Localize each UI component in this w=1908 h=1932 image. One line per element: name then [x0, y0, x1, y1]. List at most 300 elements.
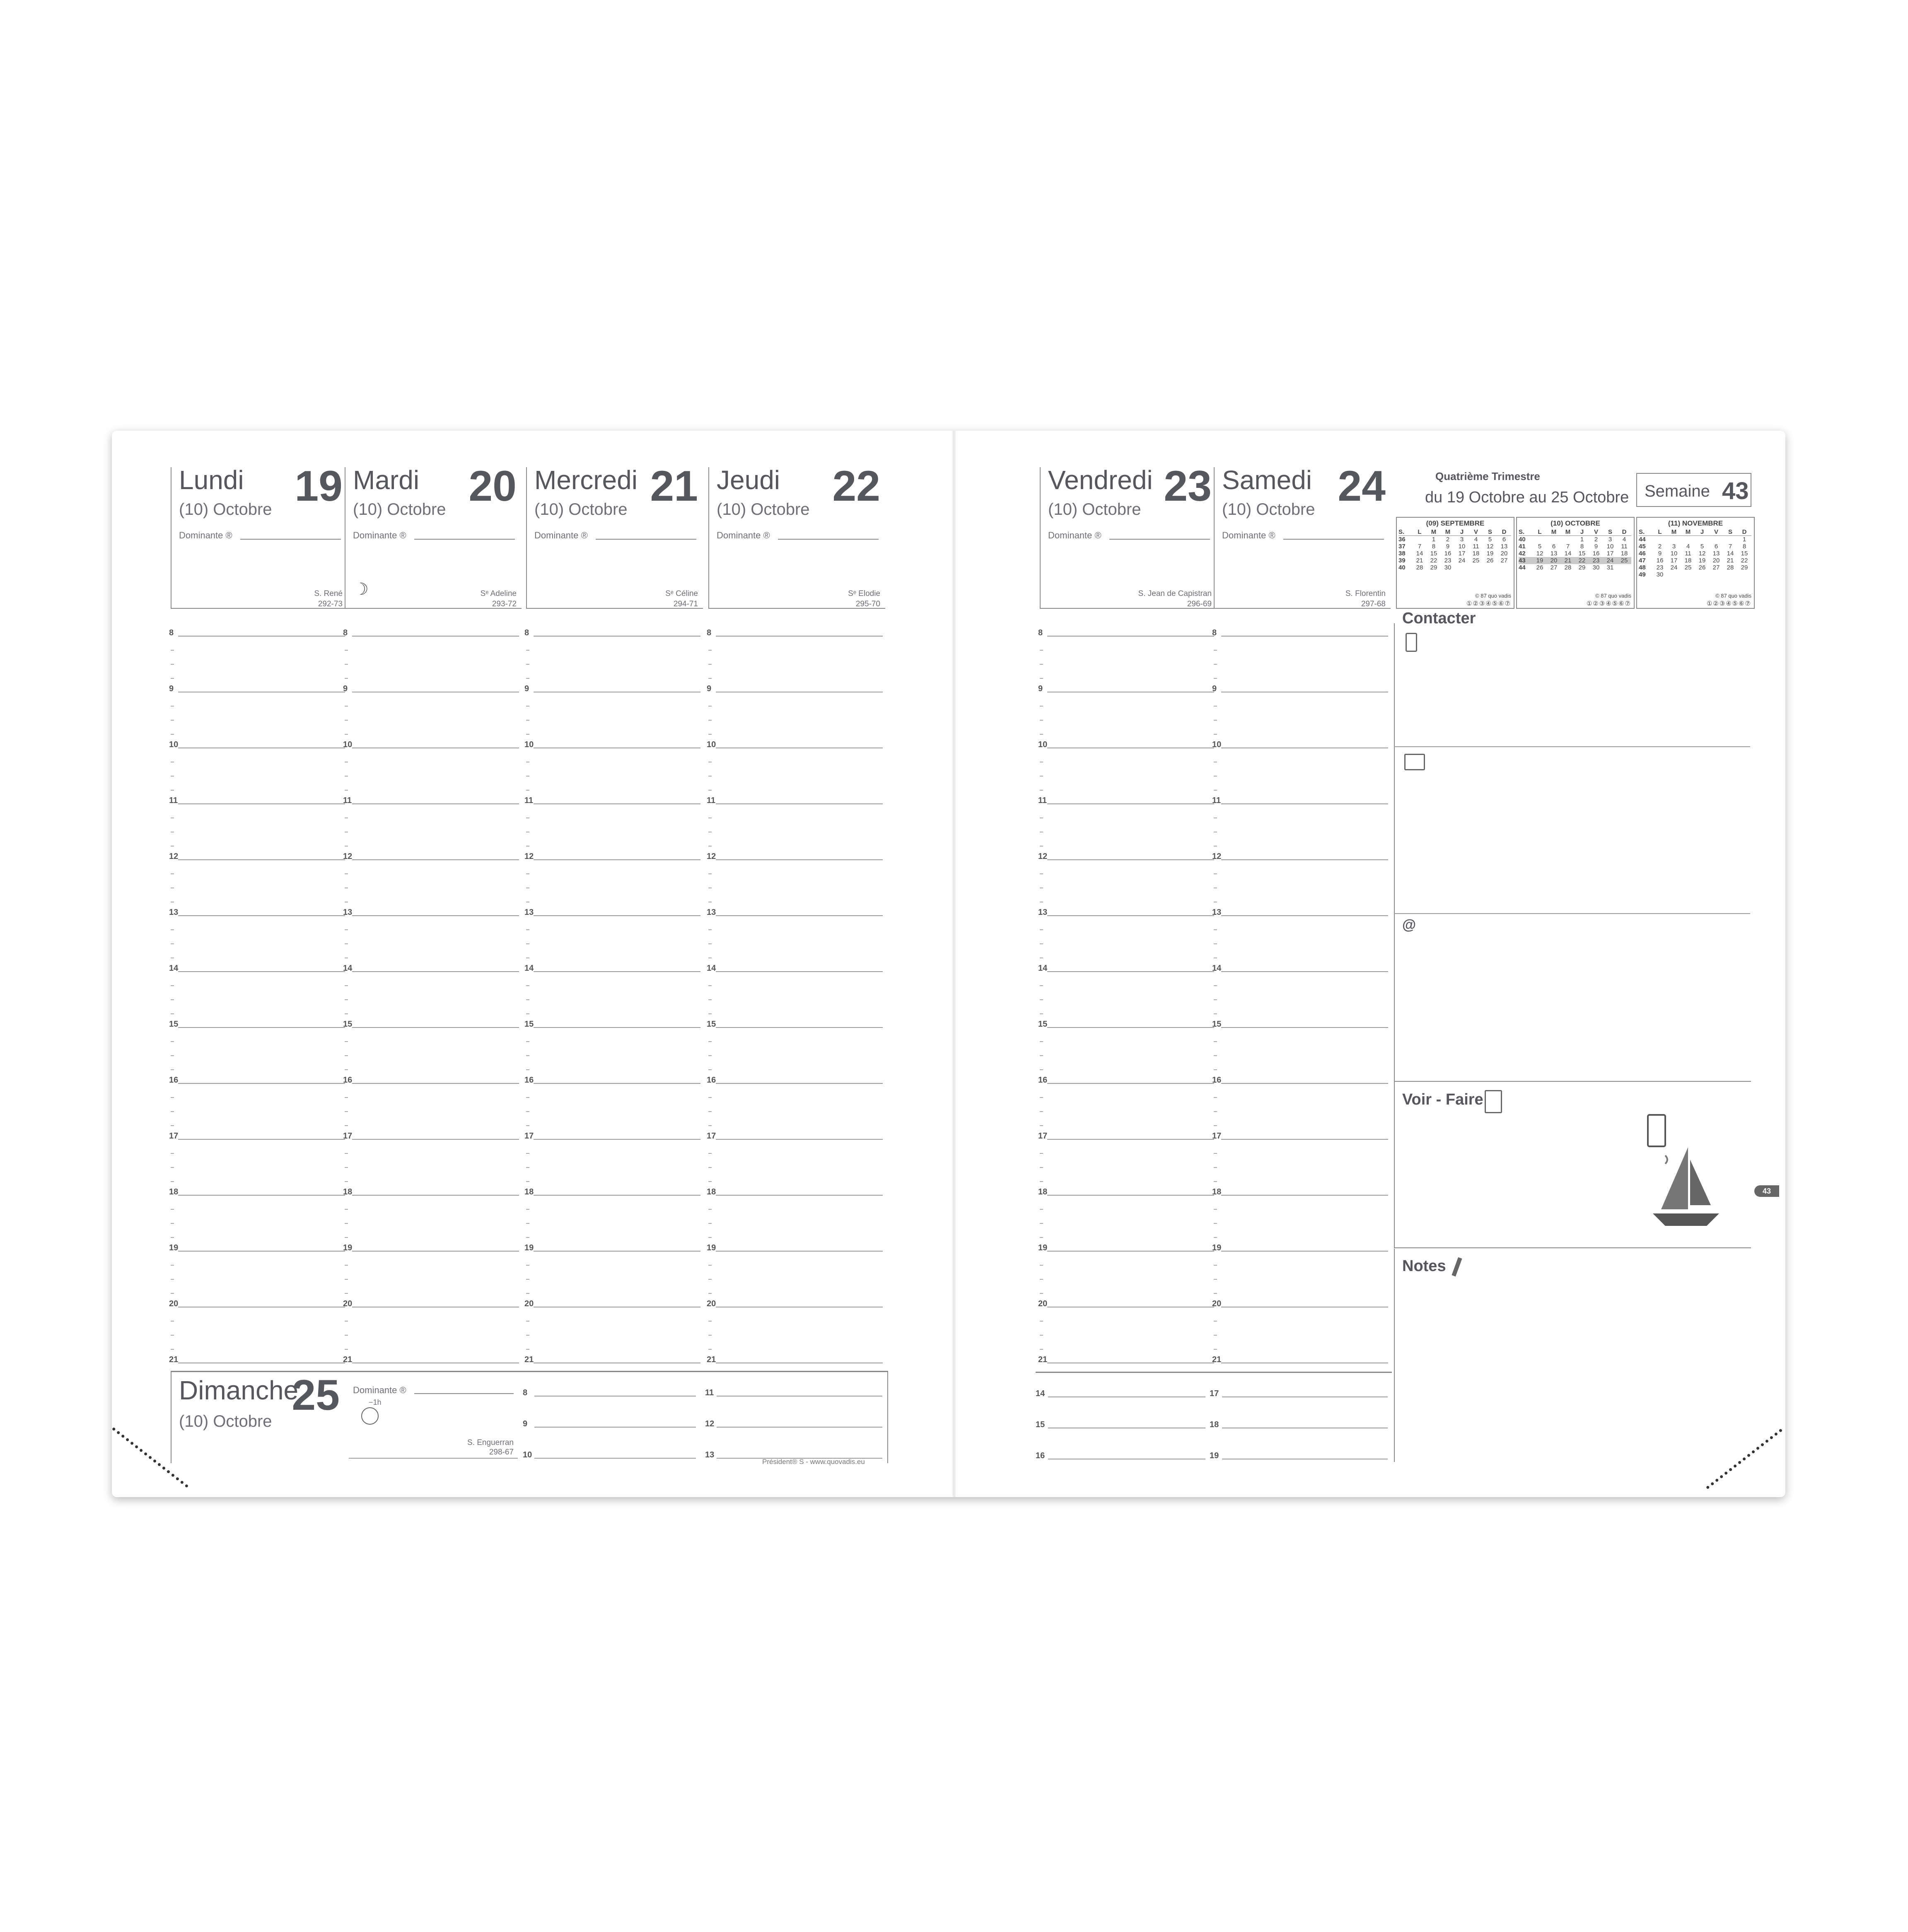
mini-calendar-cell[interactable]: 24 [1670, 564, 1678, 571]
voir-faire-title: Voir - Faire [1402, 1091, 1483, 1108]
mini-calendar-cell[interactable]: 19 [1533, 557, 1547, 564]
mini-calendar-cell[interactable]: 5 [1700, 543, 1704, 550]
quarter-tick [1040, 1321, 1043, 1322]
mini-calendar-cell[interactable]: 27 [1500, 557, 1508, 564]
mini-calendar-cell[interactable]: 43 [1519, 557, 1533, 564]
quarter-tick [1040, 873, 1043, 874]
hour-line[interactable] [1221, 1027, 1388, 1028]
hour-line[interactable] [534, 1139, 700, 1140]
mini-calendar-cell[interactable]: 9 [1446, 543, 1450, 550]
hour-line[interactable] [534, 1195, 700, 1196]
hour-label: 17 [1210, 1389, 1219, 1398]
quarter-tick [708, 734, 712, 735]
hour-label: 16 [343, 1076, 353, 1085]
mini-calendar-cell[interactable]: 30 [1592, 564, 1600, 571]
mini-calendar-cell[interactable]: 5 [1488, 536, 1492, 543]
clock-icon [361, 1407, 379, 1425]
hour-line[interactable] [716, 1083, 883, 1084]
hour-label: 11 [1212, 796, 1221, 805]
mini-calendar-header-row [1519, 528, 1631, 536]
quarter-tick [708, 1041, 712, 1042]
hour-line[interactable] [352, 1027, 519, 1028]
mini-calendar-cell[interactable]: 46 [1639, 550, 1646, 557]
mini-calendar-cell[interactable]: 6 [1552, 543, 1556, 550]
footer-text: Président® S - www.quovadis.eu [762, 1458, 865, 1466]
mini-calendar-cell[interactable]: 19 [1698, 557, 1706, 564]
mini-calendar-cell[interactable] [1709, 536, 1723, 543]
quarter-tick [526, 1041, 529, 1042]
day-number: 20 [469, 462, 517, 510]
mini-calendar-cell[interactable]: 22 [1741, 557, 1748, 564]
mini-calendar-cell[interactable]: 2 [1594, 536, 1598, 543]
hour-label: 9 [524, 684, 529, 693]
hour-line[interactable] [1221, 1251, 1388, 1252]
mini-calendar-table [1398, 528, 1511, 571]
dominante-line[interactable] [778, 539, 879, 540]
mini-calendar-cell[interactable]: 3 [1460, 536, 1464, 543]
quarter-tick [1040, 1209, 1043, 1210]
mini-calendar-cell[interactable] [1561, 536, 1575, 543]
hour-line[interactable] [534, 1427, 696, 1428]
day-number: 22 [832, 462, 880, 510]
hour-line[interactable] [1221, 1083, 1388, 1084]
mini-calendar-cell[interactable]: 16 [1656, 557, 1664, 564]
quarter-tick [1040, 790, 1043, 791]
quarter-tick [708, 999, 712, 1000]
hour-line[interactable] [178, 1251, 345, 1252]
hour-line[interactable] [178, 803, 345, 804]
hour-label: 9 [707, 684, 712, 693]
mini-calendar-cell[interactable]: 16 [1444, 550, 1452, 557]
hour-line[interactable] [1221, 971, 1388, 972]
hour-label: 13 [169, 908, 179, 917]
hour-line[interactable] [716, 803, 883, 804]
hour-line[interactable] [178, 636, 345, 637]
hour-line[interactable] [352, 971, 519, 972]
mini-calendar-cell[interactable]: 40 [1519, 536, 1526, 543]
mini-calendar-cell[interactable]: 41 [1519, 543, 1526, 550]
hour-line[interactable] [1047, 1139, 1214, 1140]
mini-calendar-cell[interactable]: 17 [1606, 550, 1614, 557]
hour-line[interactable] [352, 859, 519, 860]
mini-calendar-cell[interactable]: 11 [1685, 550, 1691, 557]
mini-calendar-cell[interactable]: 25 [1617, 557, 1631, 564]
page-fold [953, 431, 955, 1497]
weekday-header: V [1709, 528, 1723, 536]
mini-calendar-cell[interactable]: 42 [1519, 550, 1526, 557]
quarter-tick [526, 985, 529, 986]
quarter-tick [171, 1097, 174, 1098]
mini-calendar-cell[interactable]: 28 [1727, 564, 1734, 571]
mini-calendar-cell[interactable] [1483, 564, 1497, 571]
mini-calendar-cell[interactable] [1455, 564, 1469, 571]
hour-line[interactable] [716, 915, 883, 916]
quarter-tick [171, 999, 174, 1000]
mini-calendar-cell[interactable] [1547, 536, 1561, 543]
mini-calendar-cell[interactable]: 7 [1728, 543, 1732, 550]
mini-calendar-cell[interactable] [1413, 536, 1427, 543]
quarter-tick [171, 1111, 174, 1112]
quarter-tick [1214, 678, 1217, 679]
mini-calendar-cell[interactable]: 21 [1416, 557, 1423, 564]
mini-calendar-cell[interactable] [1617, 564, 1631, 571]
quarter-tick [526, 1265, 529, 1266]
quarter-tick [1214, 1111, 1217, 1112]
mini-calendar-cell[interactable]: 26 [1536, 564, 1543, 571]
hour-label: 19 [524, 1243, 534, 1252]
mini-calendar-cell[interactable]: 4 [1474, 536, 1478, 543]
quarter-tick [526, 1209, 529, 1210]
hour-line[interactable] [352, 915, 519, 916]
hour-label: 21 [707, 1355, 716, 1364]
quarter-tick [526, 1013, 529, 1014]
mini-calendar-cell[interactable]: 25 [1684, 564, 1692, 571]
hour-line[interactable] [178, 915, 345, 916]
hour-line[interactable] [1221, 859, 1388, 860]
mini-calendar-cell[interactable]: 22 [1430, 557, 1437, 564]
hour-line[interactable] [352, 636, 519, 637]
hour-line[interactable] [534, 859, 700, 860]
quarter-tick [345, 776, 348, 777]
mini-calendar-cell[interactable]: 3 [1672, 543, 1676, 550]
mini-calendar-cell[interactable]: 44 [1519, 564, 1526, 571]
mini-calendar-cell[interactable] [1681, 536, 1695, 543]
hour-line[interactable] [178, 859, 345, 860]
quarter-tick [1214, 1293, 1217, 1294]
hour-line[interactable] [716, 1195, 883, 1196]
mini-calendar-cell[interactable]: 24 [1603, 557, 1617, 564]
quarter-tick [171, 1237, 174, 1238]
mini-calendar-cell[interactable] [1695, 536, 1709, 543]
hour-line[interactable] [178, 1139, 345, 1140]
mini-calendar-cell[interactable]: 8 [1432, 543, 1436, 550]
quarter-tick [708, 650, 712, 651]
mini-calendar-cell[interactable] [1653, 536, 1667, 543]
hour-line[interactable] [178, 1083, 345, 1084]
hour-label: 21 [1038, 1355, 1048, 1364]
hour-line[interactable] [352, 1195, 519, 1196]
mini-calendar-cell[interactable]: 26 [1698, 564, 1706, 571]
quarter-tick [526, 1055, 529, 1056]
mini-calendar-cell[interactable]: 23 [1656, 564, 1664, 571]
quarter-tick [171, 1167, 174, 1168]
hour-line[interactable] [534, 1027, 700, 1028]
day-month: (10) Octobre [353, 500, 446, 519]
hour-line[interactable] [534, 971, 700, 972]
hour-label: 11 [1038, 796, 1047, 805]
mini-calendar-cell[interactable]: 44 [1639, 536, 1646, 543]
hour-line[interactable] [534, 1396, 696, 1397]
day-name: Jeudi [717, 465, 780, 495]
quarter-tick [708, 664, 712, 665]
mini-calendar-cell[interactable] [1709, 571, 1723, 578]
hour-line[interactable] [1221, 1139, 1388, 1140]
mini-calendar-row [1519, 550, 1631, 557]
mini-calendar-cell[interactable]: 6 [1502, 536, 1506, 543]
mini-calendar-cell[interactable]: 13 [1550, 550, 1558, 557]
mini-calendar-cell[interactable]: 27 [1550, 564, 1558, 571]
mini-calendar-cell[interactable]: 21 [1727, 557, 1734, 564]
mini-calendar-cell[interactable]: 12 [1536, 550, 1543, 557]
hour-line[interactable] [1047, 971, 1214, 972]
mini-calendar-cell[interactable]: 10 [1458, 543, 1466, 550]
quarter-tick [1214, 650, 1217, 651]
mini-calendar-cell[interactable]: 22 [1575, 557, 1589, 564]
quarter-tick [1214, 1181, 1217, 1182]
mini-calendar-cell[interactable]: 18 [1472, 550, 1480, 557]
mini-calendar-row [1639, 536, 1751, 543]
mini-calendar-cell[interactable]: 14 [1564, 550, 1572, 557]
mini-calendar-row [1639, 557, 1751, 564]
mini-calendar-cell[interactable]: 4 [1686, 543, 1690, 550]
mini-calendar-cell[interactable]: 17 [1458, 550, 1466, 557]
quarter-tick [1214, 1209, 1217, 1210]
quarter-tick [1040, 1279, 1043, 1280]
mini-calendar-cell[interactable]: 20 [1500, 550, 1508, 557]
dominante-line[interactable] [414, 1393, 514, 1394]
hour-line[interactable] [1221, 803, 1388, 804]
dominante-line[interactable] [240, 539, 341, 540]
quarter-tick [708, 1055, 712, 1056]
quarter-tick [1040, 1349, 1043, 1350]
quarter-tick [345, 1349, 348, 1350]
mini-calendar-cell[interactable]: 18 [1684, 557, 1692, 564]
hour-line[interactable] [178, 1027, 345, 1028]
quarter-tick [1214, 985, 1217, 986]
hour-label: 20 [1038, 1299, 1048, 1308]
weekday-header: M [1547, 528, 1561, 536]
hour-label: 11 [705, 1388, 714, 1397]
mini-calendar-cell[interactable]: 29 [1578, 564, 1586, 571]
hour-line[interactable] [716, 636, 883, 637]
contact-line[interactable] [1394, 913, 1750, 914]
hour-line[interactable] [534, 1251, 700, 1252]
quarter-tick [708, 1167, 712, 1168]
mini-calendar-cell[interactable]: 15 [1578, 550, 1586, 557]
saint-name: Sᵉ Céline [665, 589, 698, 598]
mini-calendar-cell[interactable]: 9 [1658, 550, 1662, 557]
mini-calendar-cell[interactable]: 1 [1742, 536, 1746, 543]
mini-calendar-cell[interactable] [1497, 564, 1511, 571]
hour-label: 8 [1038, 628, 1043, 637]
hour-line[interactable] [1047, 1195, 1214, 1196]
hour-label: 21 [524, 1355, 534, 1364]
mini-calendar-cell[interactable]: 28 [1416, 564, 1423, 571]
quarter-tick [171, 873, 174, 874]
mini-calendar-cell[interactable]: 20 [1547, 557, 1561, 564]
mini-calendar-cell[interactable] [1681, 571, 1695, 578]
quarter-tick [1214, 1321, 1217, 1322]
saint-name: S. Jean de Capistran [1138, 589, 1212, 598]
dominante-line[interactable] [1109, 539, 1210, 540]
mini-calendar-cell[interactable]: 14 [1416, 550, 1423, 557]
mini-calendar-cell[interactable]: 19 [1486, 550, 1494, 557]
quarter-tick [171, 650, 174, 651]
hour-line[interactable] [716, 1251, 883, 1252]
dominante-line[interactable] [414, 539, 515, 540]
hour-line[interactable] [1047, 1251, 1214, 1252]
mini-calendar-cell[interactable]: 38 [1398, 550, 1406, 557]
mini-calendar-cell[interactable]: 3 [1608, 536, 1612, 543]
weekday-header: M [1427, 528, 1441, 536]
mini-calendar-cell[interactable]: 17 [1670, 557, 1678, 564]
mini-calendar-cell[interactable]: 2 [1658, 543, 1662, 550]
mini-calendar-cell[interactable]: 40 [1398, 564, 1406, 571]
mini-calendar-cell[interactable]: 2 [1446, 536, 1450, 543]
mini-calendar-cell[interactable] [1469, 564, 1483, 571]
mini-calendar-cell[interactable] [1695, 571, 1709, 578]
hour-line[interactable] [534, 915, 700, 916]
hour-line[interactable] [352, 1139, 519, 1140]
mini-calendar-cell[interactable] [1533, 536, 1547, 543]
mini-calendar-cell[interactable]: 6 [1714, 543, 1718, 550]
mini-calendar-cell[interactable] [1723, 536, 1737, 543]
hour-line[interactable] [534, 1458, 696, 1459]
mini-calendar-cell[interactable]: 37 [1398, 543, 1406, 550]
hour-line[interactable] [1221, 1195, 1388, 1196]
quarter-tick [1040, 1041, 1043, 1042]
hour-line[interactable] [534, 803, 700, 804]
mini-calendar-cell[interactable]: 1 [1580, 536, 1584, 543]
mini-calendar-cell[interactable]: 21 [1561, 557, 1575, 564]
mini-calendar-cell[interactable]: 45 [1639, 543, 1646, 550]
hour-label: 17 [524, 1131, 534, 1141]
quarter-tick [526, 650, 529, 651]
dst-label: −1h [369, 1398, 382, 1406]
mini-calendar-cell[interactable]: 39 [1398, 557, 1406, 564]
mini-calendar-cell[interactable]: 1 [1432, 536, 1436, 543]
quarter-tick [526, 1097, 529, 1098]
hour-line[interactable] [178, 971, 345, 972]
hour-line[interactable] [352, 1251, 519, 1252]
mini-calendar-row [1639, 564, 1751, 571]
mini-calendar-cell[interactable]: 29 [1430, 564, 1437, 571]
quarter-tick [171, 720, 174, 721]
hour-line[interactable] [534, 636, 700, 637]
hour-line[interactable] [1047, 803, 1214, 804]
hour-line[interactable] [534, 1083, 700, 1084]
quarter-tick [708, 1111, 712, 1112]
mini-calendar-cell[interactable]: 8 [1742, 543, 1746, 550]
mini-calendar-cell[interactable]: 12 [1698, 550, 1706, 557]
hour-line[interactable] [1047, 915, 1214, 916]
day-number: 24 [1338, 462, 1386, 510]
mini-calendar-cell[interactable]: 15 [1430, 550, 1437, 557]
mini-calendar-cell[interactable]: 24 [1458, 557, 1466, 564]
hour-label: 18 [707, 1187, 716, 1196]
hour-line[interactable] [1047, 636, 1214, 637]
quarter-tick [345, 846, 348, 847]
mini-calendar-cell[interactable]: 31 [1606, 564, 1614, 571]
mini-calendar-cell[interactable]: 16 [1592, 550, 1600, 557]
mini-calendar-row [1519, 557, 1631, 564]
mini-calendar-cell[interactable]: 10 [1670, 550, 1678, 557]
mini-calendar-cell[interactable]: 18 [1621, 550, 1628, 557]
hour-line[interactable] [352, 1083, 519, 1084]
quarter-tick [171, 1335, 174, 1336]
hour-label: 15 [169, 1020, 179, 1029]
quarter-tick [345, 650, 348, 651]
mini-calendar-cell[interactable]: 5 [1538, 543, 1542, 550]
mini-calendar-cell[interactable]: 25 [1472, 557, 1480, 564]
mini-calendar-cell[interactable]: 8 [1580, 543, 1584, 550]
mini-calendar-title: (11) NOVEMBRE [1668, 519, 1723, 527]
mini-calendar-cell[interactable]: 11 [1621, 543, 1628, 550]
mini-calendar-cell[interactable]: 26 [1486, 557, 1494, 564]
mini-calendar-cell[interactable]: 27 [1712, 564, 1720, 571]
mini-calendar-cell[interactable]: 30 [1444, 564, 1452, 571]
hour-line[interactable] [717, 1427, 882, 1428]
mini-calendar-cell[interactable]: 4 [1622, 536, 1626, 543]
dominante-label: Dominante ® [353, 530, 406, 540]
mini-calendar-cell[interactable] [1737, 571, 1751, 578]
mini-calendar-cell[interactable]: 20 [1712, 557, 1720, 564]
hour-line[interactable] [1221, 915, 1388, 916]
mini-calendar-cell[interactable]: 28 [1564, 564, 1572, 571]
mini-calendar-cell[interactable]: 36 [1398, 536, 1406, 543]
mini-calendar-cell[interactable]: 14 [1727, 550, 1734, 557]
contact-line[interactable] [1394, 746, 1750, 747]
hour-line[interactable] [352, 803, 519, 804]
hour-line[interactable] [1047, 1083, 1214, 1084]
mini-calendar-cell[interactable] [1667, 571, 1681, 578]
quarter-tick [526, 1349, 529, 1350]
hour-line[interactable] [1047, 859, 1214, 860]
mini-calendar-cell[interactable]: 10 [1606, 543, 1614, 550]
hour-line[interactable] [716, 971, 883, 972]
dominante-line[interactable] [596, 539, 696, 540]
mini-calendar-cell[interactable]: 7 [1418, 543, 1422, 550]
hour-line[interactable] [1221, 636, 1388, 637]
quarter-tick [708, 846, 712, 847]
mini-calendar-cell[interactable]: 48 [1639, 564, 1646, 571]
hour-label: 10 [707, 740, 716, 749]
hour-line[interactable] [716, 1139, 883, 1140]
hour-line[interactable] [716, 1027, 883, 1028]
mini-calendar-cell[interactable]: 47 [1639, 557, 1646, 564]
hour-label: 12 [705, 1419, 715, 1428]
quarter-tick [1214, 734, 1217, 735]
mini-calendar-cell[interactable]: 49 [1639, 571, 1646, 578]
mini-calendar-cell[interactable]: 15 [1741, 550, 1748, 557]
mini-calendar-cell[interactable]: 23 [1589, 557, 1603, 564]
hour-label: 15 [1038, 1020, 1048, 1029]
hour-line[interactable] [717, 1396, 882, 1397]
weekday-header: S [1723, 528, 1737, 536]
quarter-tick [171, 664, 174, 665]
mini-calendar-cell[interactable]: 29 [1741, 564, 1748, 571]
mini-calendar-cell[interactable]: 23 [1444, 557, 1452, 564]
mini-calendar-cell[interactable] [1723, 571, 1737, 578]
mini-calendar-cell[interactable]: 7 [1566, 543, 1570, 550]
mini-calendar-cell[interactable] [1667, 536, 1681, 543]
quarter-tick [526, 1293, 529, 1294]
quarter-tick [526, 664, 529, 665]
hour-line[interactable] [178, 1195, 345, 1196]
day-month: (10) Octobre [534, 500, 628, 519]
hour-line[interactable] [1047, 1027, 1214, 1028]
dominante-line[interactable] [1283, 539, 1384, 540]
mini-calendar-cell[interactable]: 13 [1500, 543, 1508, 550]
hour-line[interactable] [716, 859, 883, 860]
hour-label: 19 [169, 1243, 179, 1252]
mini-calendar-cell[interactable]: 9 [1594, 543, 1598, 550]
mini-calendar-cell[interactable]: 13 [1712, 550, 1720, 557]
quarter-tick [526, 1153, 529, 1154]
mini-calendar-cell[interactable]: 30 [1656, 571, 1664, 578]
mini-calendar-cell[interactable]: 11 [1473, 543, 1479, 550]
mini-calendar-cell[interactable]: 12 [1486, 543, 1494, 550]
